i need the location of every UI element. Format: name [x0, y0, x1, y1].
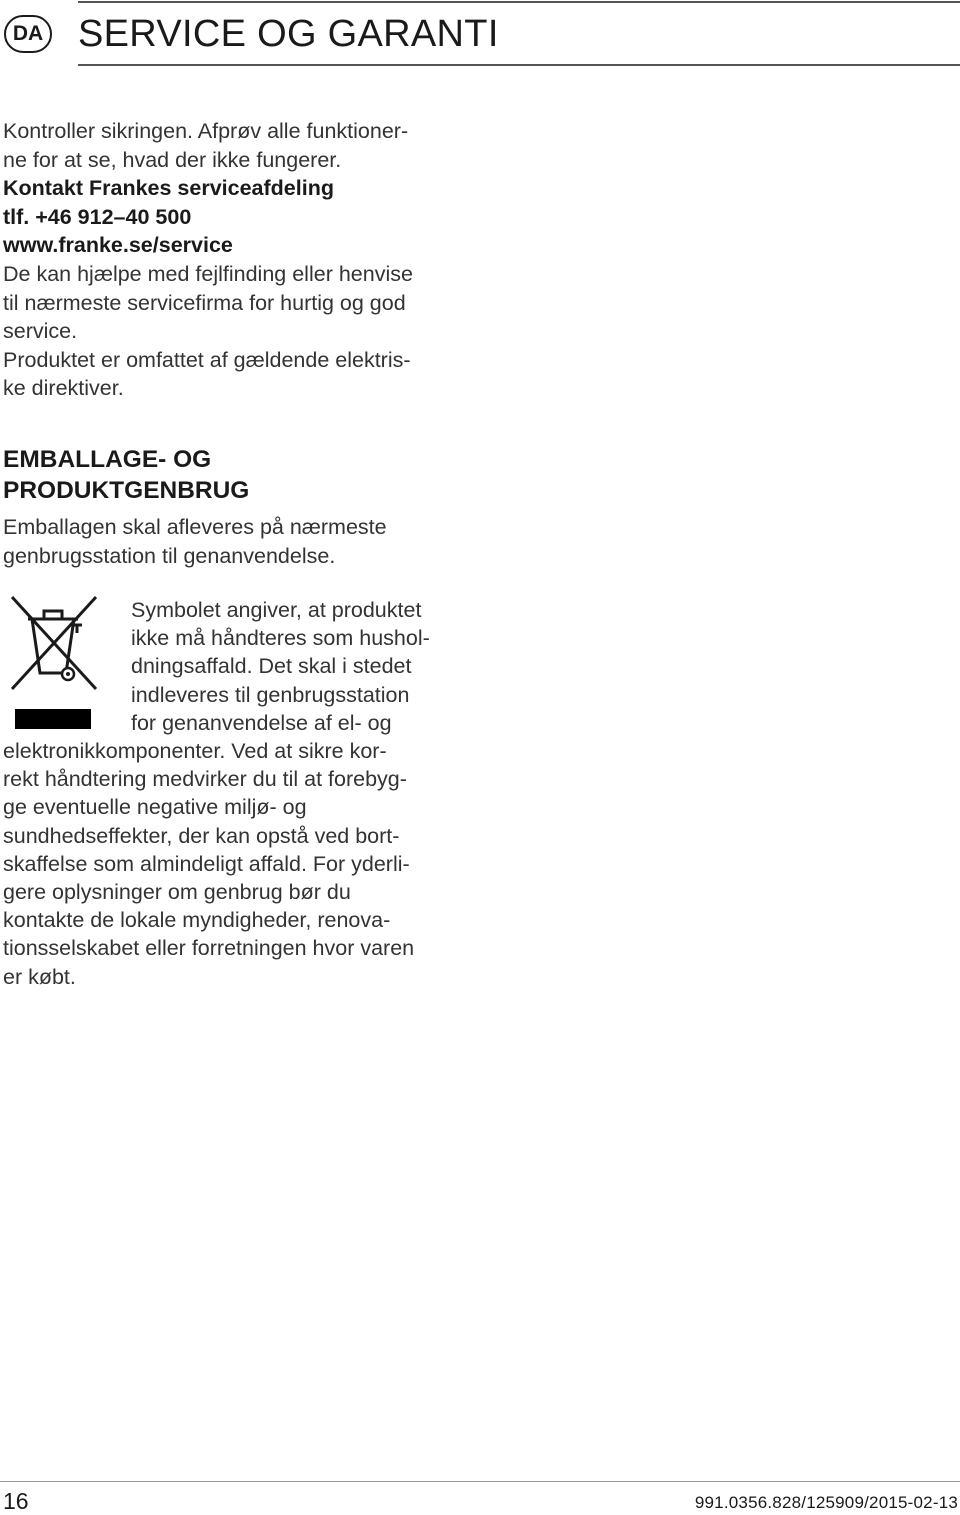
text-line: service. [3, 319, 78, 344]
heading-line: EMBALLAGE- OG [3, 446, 212, 473]
header-bottom-rule [78, 64, 960, 66]
header-top-rule [78, 1, 960, 3]
text-line: Produktet er omfattet af gældende elektris- [3, 347, 411, 372]
text-line: gere oplysninger om genbrug bør du [3, 880, 351, 905]
text-line: Symbolet angiver, at produktet [131, 598, 422, 622]
text-line: er købt. [3, 964, 76, 989]
text-line: indleveres til genbrugsstation [131, 682, 410, 707]
text-line: Kontroller sikringen. Afprøv alle funktioner- [3, 119, 409, 143]
text-line: kontakte de lokale myndigheder, renova- [3, 908, 391, 933]
text-line: for genanvendelse af el- og [131, 710, 392, 735]
text-line: tionsselskabet eller forretningen hvor varen [3, 936, 415, 961]
text-line: skaffelse som almindeligt affald. For yderli- [3, 851, 410, 876]
service-website: www.franke.se/service [3, 233, 233, 258]
page-title: SERVICE OG GARANTI [78, 13, 499, 55]
document-reference: 991.0356.828/125909/2015-02-13 [694, 1493, 958, 1512]
text-line: Emballagen skal afleveres på nærmeste [3, 515, 387, 539]
text-line: rekt håndtering medvirker du til at forebyg- [3, 767, 407, 792]
text-line: ge eventuelle negative miljø- og [3, 795, 307, 820]
text-line: til nærmeste servicefirma for hurtig og god [3, 290, 406, 315]
text-line: ke direktiver. [3, 376, 124, 401]
recycling-text [3, 513, 463, 570]
text-line: elektronikkomponenter. Ved at sikre kor- [3, 739, 387, 763]
text-line: De kan hjælpe med fejlfinding eller henvise [3, 261, 413, 286]
crossed-out-wheelie-bin-icon [10, 595, 100, 735]
footer-rule [0, 1481, 960, 1482]
weee-notice-continued [3, 737, 463, 991]
weee-notice [131, 596, 461, 737]
text-line: ikke må håndteres som hushol- [131, 626, 430, 651]
recycling-heading [3, 444, 249, 506]
text-line: ne for at se, hvad der ikke fungerer. [3, 147, 342, 172]
contact-heading: Kontakt Frankes serviceafdeling [3, 176, 334, 201]
language-badge: DA [4, 15, 52, 53]
service-section [3, 117, 463, 403]
text-line: genbrugsstation til genanvendelse. [3, 543, 336, 568]
phone-number: tlf. +46 912–40 500 [3, 204, 192, 229]
heading-line: PRODUKTGENBRUG [3, 477, 250, 504]
page-header [0, 0, 960, 70]
page-number: 16 [3, 1488, 29, 1514]
text-line: dningsaffald. Det skal i stedet [131, 654, 412, 679]
text-line: sundhedseffekter, der kan opstå ved bort- [3, 823, 400, 848]
